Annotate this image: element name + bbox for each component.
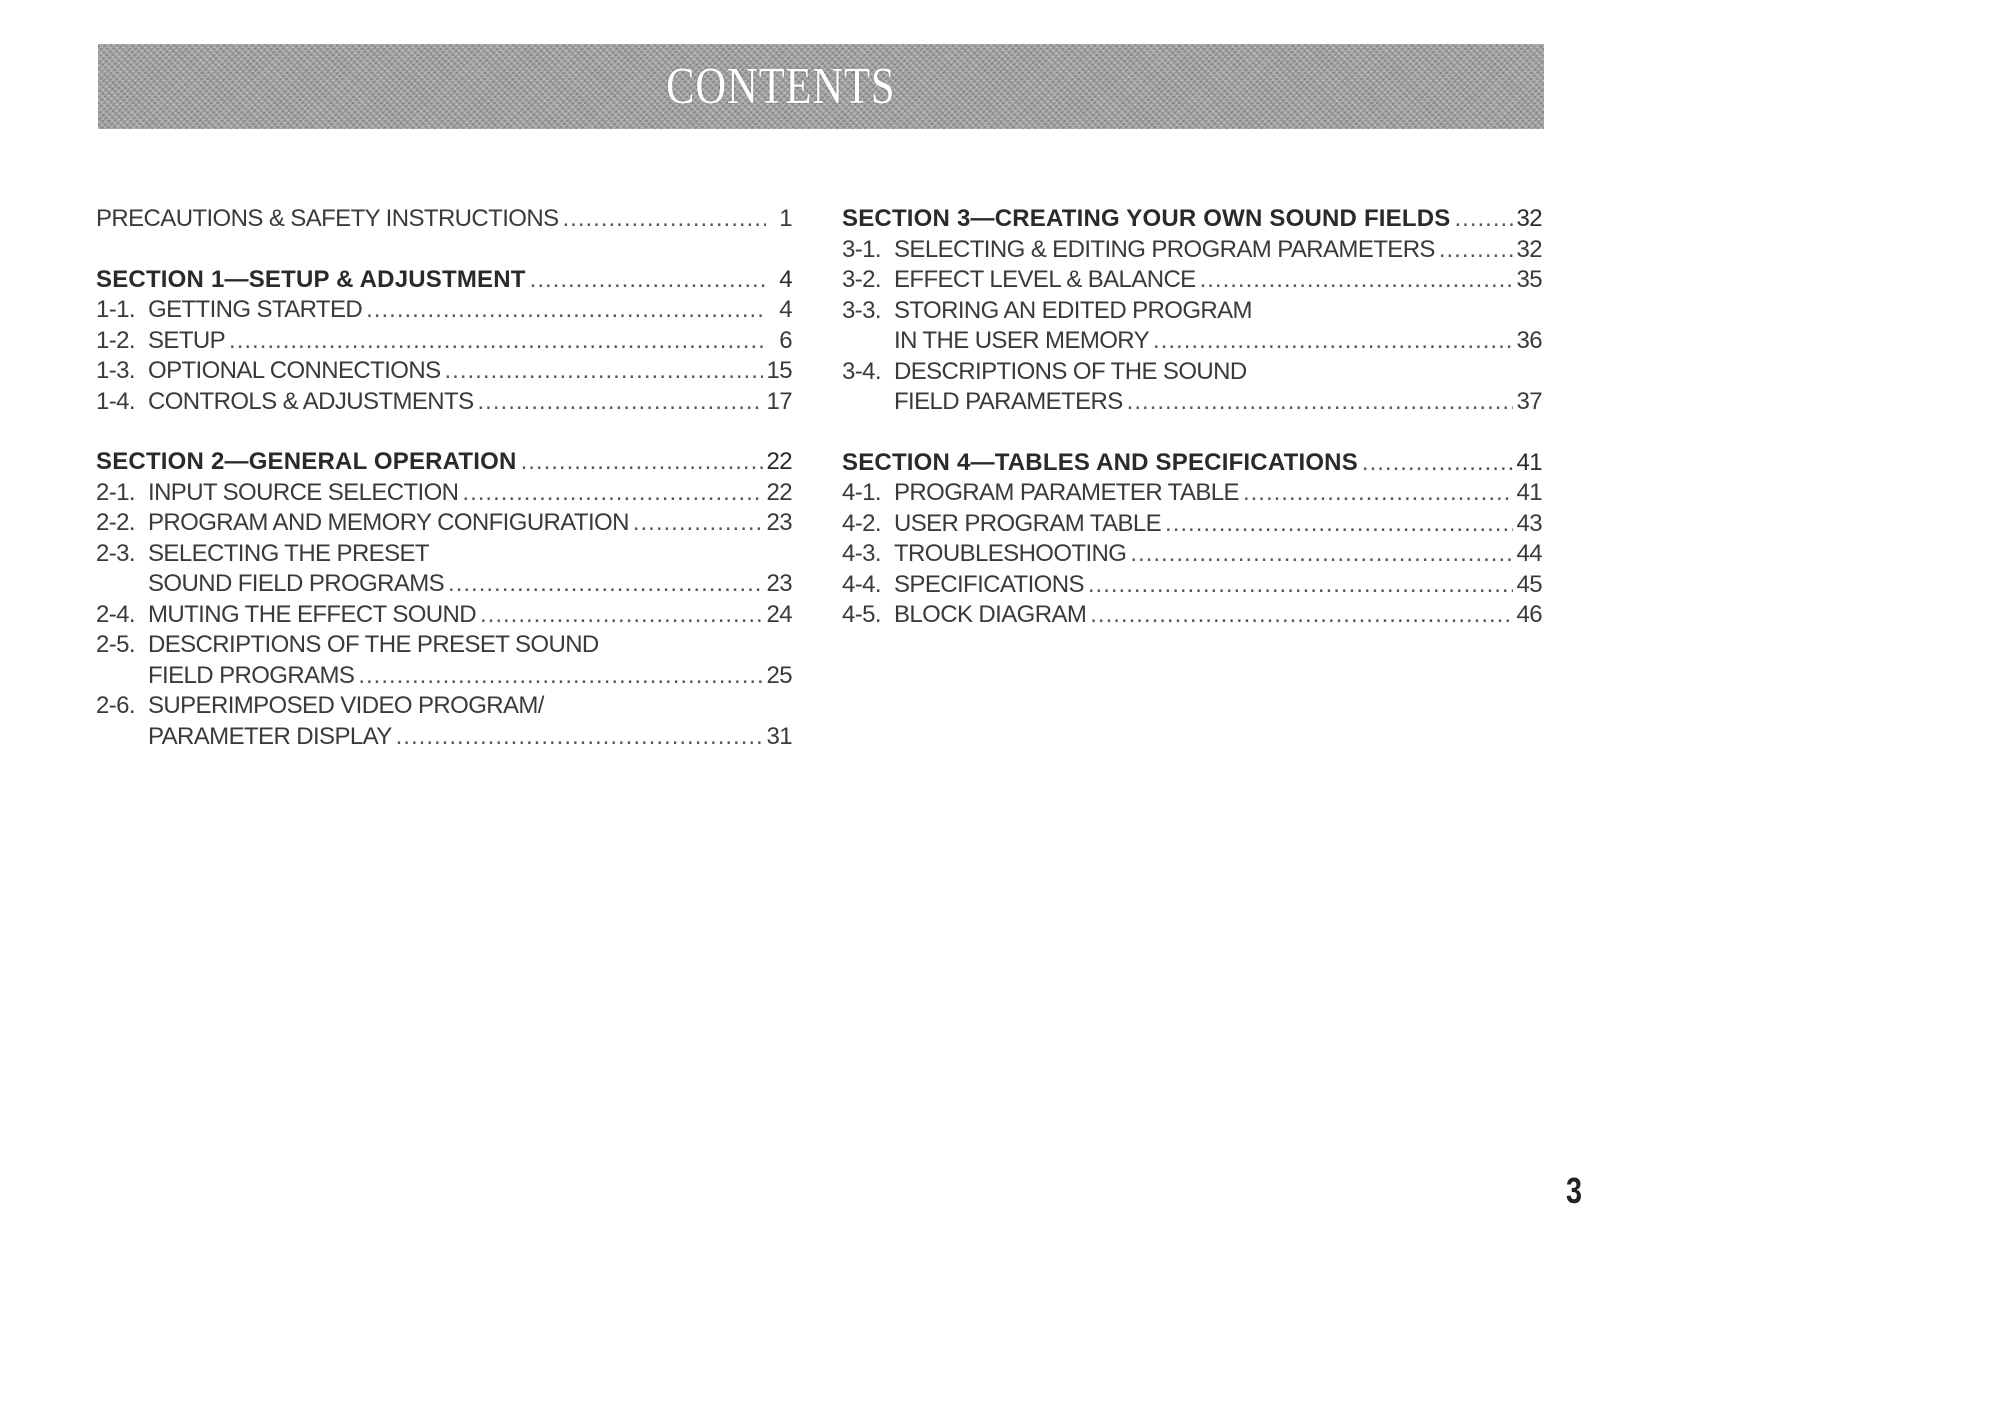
toc-entry-number: 2-4. <box>96 600 135 628</box>
toc-entry-title-continued: SOUND FIELD PROGRAMS <box>148 570 445 597</box>
toc-entry-1-1[interactable] <box>96 295 792 326</box>
toc-entry-number: 4-4. <box>842 570 881 598</box>
toc-entry-title: PROGRAM PARAMETER TABLE <box>894 479 1239 506</box>
toc-entry-page: 37 <box>1516 388 1542 415</box>
toc-entry-page: 23 <box>766 509 792 536</box>
toc-entry-page: 43 <box>1516 509 1542 537</box>
dot-leader <box>229 326 766 357</box>
dot-leader <box>1439 235 1513 266</box>
toc-entry-1-4[interactable] <box>96 387 792 418</box>
toc-entry-4-4[interactable] <box>842 570 1542 601</box>
toc-entry-number: 3-3. <box>842 296 881 324</box>
contents-banner <box>98 44 1544 129</box>
toc-entry-page: 23 <box>766 570 792 597</box>
toc-entry-title: BLOCK DIAGRAM <box>894 601 1087 628</box>
dot-leader <box>444 356 762 387</box>
toc-entry-page: 44 <box>1516 540 1542 567</box>
toc-entry-number: 4-5. <box>842 601 881 628</box>
dot-leader <box>633 508 763 539</box>
toc-entry-page: 25 <box>766 661 792 689</box>
dot-leader <box>358 661 762 692</box>
toc-entry-number: 1-3. <box>96 357 135 384</box>
toc-entry-title: DESCRIPTIONS OF THE SOUND <box>894 357 1247 385</box>
toc-entry-number: 2-1. <box>96 478 135 506</box>
toc-entry-title-continued: PARAMETER DISPLAY <box>148 722 392 750</box>
dot-leader <box>448 569 762 600</box>
dot-leader <box>1088 570 1513 601</box>
section-title: SECTION 4—TABLES AND SPECIFICATIONS <box>842 448 1358 476</box>
section-page: 4 <box>779 265 792 293</box>
toc-entry-1-2[interactable] <box>96 326 792 357</box>
toc-entry-4-1[interactable] <box>842 478 1542 509</box>
toc-entry-title: STORING AN EDITED PROGRAM <box>894 296 1252 324</box>
toc-entry-2-5[interactable] <box>96 630 792 661</box>
toc-entry-number: 3-1. <box>842 235 881 263</box>
page-title: CONTENTS <box>666 58 896 115</box>
toc-entry-title: CONTROLS & ADJUSTMENTS <box>148 387 474 415</box>
dot-leader <box>1200 265 1513 296</box>
toc-entry-precautions[interactable] <box>96 204 792 235</box>
dot-leader <box>1090 600 1512 631</box>
toc-entry-page: 32 <box>1516 235 1542 263</box>
toc-right-column <box>842 204 1542 631</box>
toc-entry-2-1[interactable] <box>96 478 792 509</box>
toc-entry-page: 24 <box>766 600 792 628</box>
toc-entry-4-3[interactable] <box>842 539 1542 570</box>
dot-leader <box>480 600 763 631</box>
section-title: SECTION 1—SETUP & ADJUSTMENT <box>96 265 526 293</box>
toc-section-3-heading[interactable] <box>842 204 1542 235</box>
dot-leader <box>478 387 763 418</box>
section-title: SECTION 2—GENERAL OPERATION <box>96 448 517 475</box>
toc-entry-title: EFFECT LEVEL & BALANCE <box>894 266 1196 293</box>
toc-entry-title: DESCRIPTIONS OF THE PRESET SOUND <box>148 631 599 658</box>
toc-entry-title: SUPERIMPOSED VIDEO PROGRAM/ <box>148 692 544 719</box>
toc-entry-2-3-cont[interactable] <box>96 569 792 600</box>
toc-section-1-heading[interactable] <box>96 265 792 296</box>
toc-entry-2-6[interactable] <box>96 691 792 722</box>
toc-entry-title: PROGRAM AND MEMORY CONFIGURATION <box>148 509 629 536</box>
toc-entry-page: 35 <box>1516 266 1542 293</box>
dot-leader <box>1153 326 1512 357</box>
toc-entry-title: MUTING THE EFFECT SOUND <box>148 600 476 628</box>
toc-entry-number: 4-1. <box>842 479 881 506</box>
dot-leader <box>366 295 766 326</box>
toc-entry-page: 45 <box>1516 570 1542 598</box>
toc-entry-page: 41 <box>1516 479 1542 506</box>
toc-entry-title: TROUBLESHOOTING <box>894 540 1127 567</box>
page-number: 3 <box>1566 1170 1583 1211</box>
toc-entry-3-3[interactable] <box>842 296 1542 327</box>
section-page: 22 <box>766 448 792 475</box>
dot-leader <box>1130 539 1512 570</box>
toc-entry-2-2[interactable] <box>96 508 792 539</box>
toc-entry-number: 2-2. <box>96 509 135 536</box>
dot-leader <box>396 722 763 753</box>
toc-entry-number: 1-1. <box>96 296 135 323</box>
toc-entry-title-continued: IN THE USER MEMORY <box>894 327 1150 354</box>
toc-entry-3-3-cont[interactable] <box>842 326 1542 357</box>
toc-entry-2-4[interactable] <box>96 600 792 631</box>
dot-leader <box>462 478 762 509</box>
dot-leader <box>530 265 766 296</box>
toc-entry-page: 46 <box>1516 601 1542 628</box>
toc-entry-3-4[interactable] <box>842 357 1542 388</box>
dot-leader <box>1243 478 1513 509</box>
toc-section-2-heading[interactable] <box>96 447 792 478</box>
dot-leader <box>1127 387 1513 418</box>
toc-entry-page: 4 <box>779 296 792 323</box>
toc-entry-number: 1-2. <box>96 326 135 354</box>
toc-entry-page: 17 <box>766 387 792 415</box>
toc-entry-title: GETTING STARTED <box>148 296 363 323</box>
toc-entry-title: USER PROGRAM TABLE <box>894 509 1162 537</box>
toc-entry-title-continued: FIELD PARAMETERS <box>894 388 1123 415</box>
toc-entry-title: SELECTING & EDITING PROGRAM PARAMETERS <box>894 235 1435 263</box>
toc-entry-number: 3-2. <box>842 266 881 293</box>
dot-leader <box>563 204 767 235</box>
toc-entry-title: SPECIFICATIONS <box>894 570 1084 598</box>
toc-entry-page: 15 <box>766 357 792 384</box>
toc-entry-page: 31 <box>766 722 792 750</box>
toc-entry-title: INPUT SOURCE SELECTION <box>148 478 459 506</box>
toc-entry-title: SETUP <box>148 326 226 354</box>
toc-entry-4-5[interactable] <box>842 600 1542 631</box>
toc-entry-number: 4-3. <box>842 540 881 567</box>
section-title: SECTION 3—CREATING YOUR OWN SOUND FIELDS <box>842 205 1451 232</box>
toc-entry-3-4-cont[interactable] <box>842 387 1542 418</box>
toc-entry-3-2[interactable] <box>842 265 1542 296</box>
toc-entry-page: 22 <box>766 478 792 506</box>
toc-entry-title: OPTIONAL CONNECTIONS <box>148 357 441 384</box>
dot-leader <box>1362 448 1513 479</box>
toc-entry-number: 2-6. <box>96 692 135 719</box>
toc-entry-page: 6 <box>779 326 792 354</box>
toc-entry-4-2[interactable] <box>842 509 1542 540</box>
toc-entry-number: 4-2. <box>842 509 881 537</box>
dot-leader <box>1165 509 1512 540</box>
toc-left-column <box>96 204 792 752</box>
toc-entry-number: 3-4. <box>842 357 881 385</box>
toc-entry-1-3[interactable] <box>96 356 792 387</box>
section-page: 32 <box>1516 205 1542 232</box>
toc-entry-number: 1-4. <box>96 387 135 415</box>
toc-entry-2-5-cont[interactable] <box>96 661 792 692</box>
toc-section-4-heading[interactable] <box>842 448 1542 479</box>
toc-entry-number: 2-3. <box>96 539 135 567</box>
dot-leader <box>1454 204 1512 235</box>
toc-entry-page: 1 <box>779 205 792 232</box>
toc-entry-2-3[interactable] <box>96 539 792 570</box>
toc-entry-number: 2-5. <box>96 631 135 658</box>
dot-leader <box>521 447 763 478</box>
toc-entry-title: SELECTING THE PRESET <box>148 539 429 567</box>
toc-entry-page: 36 <box>1516 327 1542 354</box>
section-page: 41 <box>1516 448 1542 476</box>
toc-entry-3-1[interactable] <box>842 235 1542 266</box>
toc-entry-title: PRECAUTIONS & SAFETY INSTRUCTIONS <box>96 205 559 232</box>
toc-entry-2-6-cont[interactable] <box>96 722 792 753</box>
toc-entry-title-continued: FIELD PROGRAMS <box>148 661 355 689</box>
